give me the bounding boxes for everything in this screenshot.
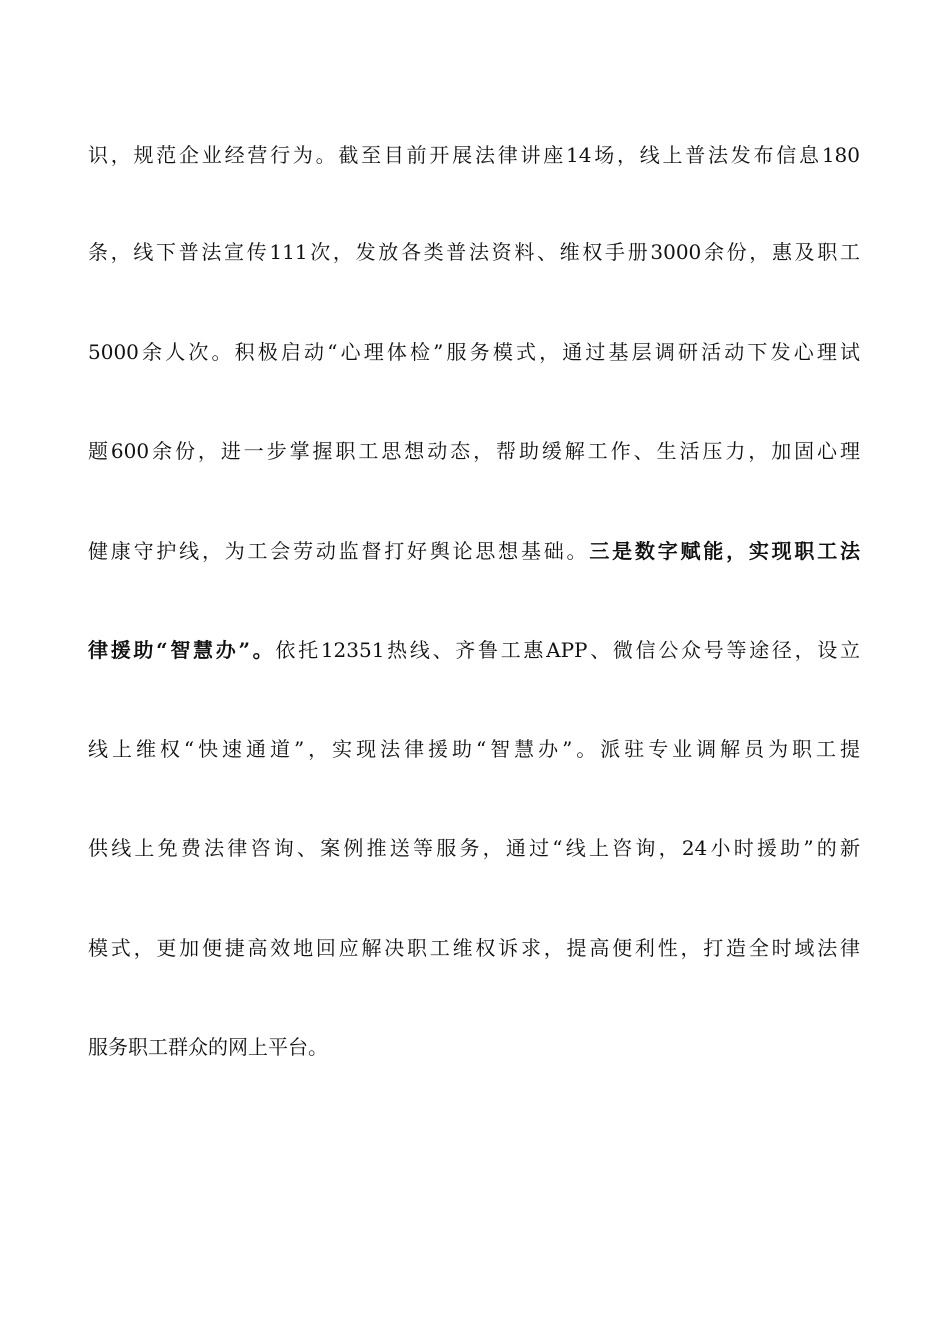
text-segment: 模式，更加便捷高效地回应解决职工维权诉求，提高便利性，打造全时域法律	[88, 936, 860, 960]
paragraph-line-3	[88, 338, 860, 366]
paragraph-line-9	[88, 934, 860, 962]
paragraph-line-8	[88, 834, 860, 862]
text-segment: 依托12351热线、齐鲁工惠APP、微信公众号等途径，设立	[275, 638, 860, 662]
text-segment: 识，规范企业经营行为。截至目前开展法律讲座14场，线上普法发布信息180	[88, 143, 860, 167]
paragraph-line-5	[88, 537, 860, 565]
paragraph-line-6	[88, 636, 860, 664]
paragraph-line-2	[88, 238, 860, 266]
text-segment: 健康守护线，为工会劳动监督打好舆论思想基础。	[88, 539, 590, 563]
paragraph-line-10	[88, 1033, 860, 1061]
text-segment: 服务职工群众的网上平台。	[88, 1035, 328, 1059]
text-segment: 题600余份，进一步掌握职工思想动态，帮助缓解工作、生活压力，加固心理	[88, 439, 860, 463]
text-segment: 条，线下普法宣传111次，发放各类普法资料、维权手册3000余份，惠及职工	[88, 240, 860, 264]
bold-heading-segment: 三是数字赋能，实现职工法	[589, 539, 860, 563]
text-segment: 供线上免费法律咨询、案例推送等服务，通过“线上咨询，24小时援助”的新	[88, 836, 860, 860]
paragraph-line-4	[88, 437, 860, 465]
bold-heading-segment: 律援助“智慧办”。	[88, 638, 276, 662]
paragraph-line-7	[88, 735, 860, 763]
text-segment: 线上维权“快速通道”，实现法律援助“智慧办”。派驻专业调解员为职工提	[88, 737, 860, 761]
text-segment: 5000余人次。积极启动“心理体检”服务模式，通过基层调研活动下发心理试	[88, 340, 860, 364]
paragraph-line-1	[88, 141, 860, 169]
